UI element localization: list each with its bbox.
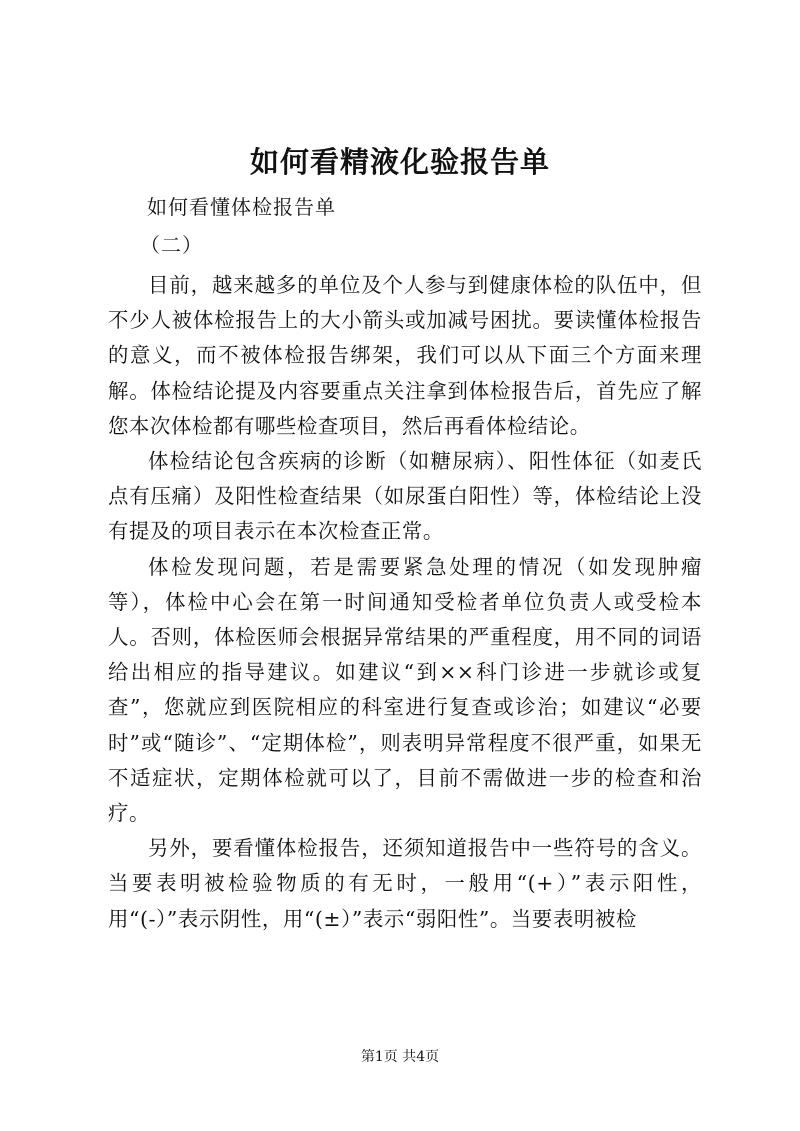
paragraph: 目前，越来越多的单位及个人参与到健康体检的队伍中，但不少人被体检报告上的大小箭头或加减号困扰。要读懂体检报告的意义，而不被体检报告绑架，我们可以从下面三个方面来理解。体检结论提及内容要重点关注拿到体检报告后，首先应了解您本次体检都有哪些检查项目，然后再看体检结论。 (108, 273, 702, 438)
paragraph: 另外，要看懂体检报告，还须知道报告中一些符号的含义。当要表明被检验物质的有无时，一般用“(+）”表示阳性，用“(-）”表示阴性，用“(±）”表示“弱阳性”。当要表明被检 (108, 836, 702, 931)
document-title: 如何看精液化验报告单 (249, 145, 550, 179)
document-subtitle: 如何看懂体检报告单 (147, 195, 336, 219)
paragraph: 体检发现问题，若是需要紧急处理的情况（如发现肿瘤等），体检中心会在第一时间通知受检者单位负责人或受检本人。否则，体检医师会根据异常结果的严重程度，用不同的词语给出相应的指导建议。如建议“到××科门诊进一步就诊或复查”，您就应到医院相应的科室进行复查或诊治；如建议“必要时”或“随诊”、“定期体检”，则表明异常程度不很严重，如果无不适症状，定期体检就可以了，目前不需做进一步的检查和治疗。 (108, 554, 702, 826)
document-body (108, 268, 702, 937)
page-footer: 第1页 共4页 (360, 1049, 440, 1065)
section-number: （二） (140, 233, 203, 257)
paragraph: 体检结论包含疾病的诊断（如糖尿病）、阳性体征（如麦氏点有压痛）及阳性检查结果（如尿蛋白阳性）等，体检结论上没有提及的项目表示在本次检查正常。 (108, 449, 702, 544)
